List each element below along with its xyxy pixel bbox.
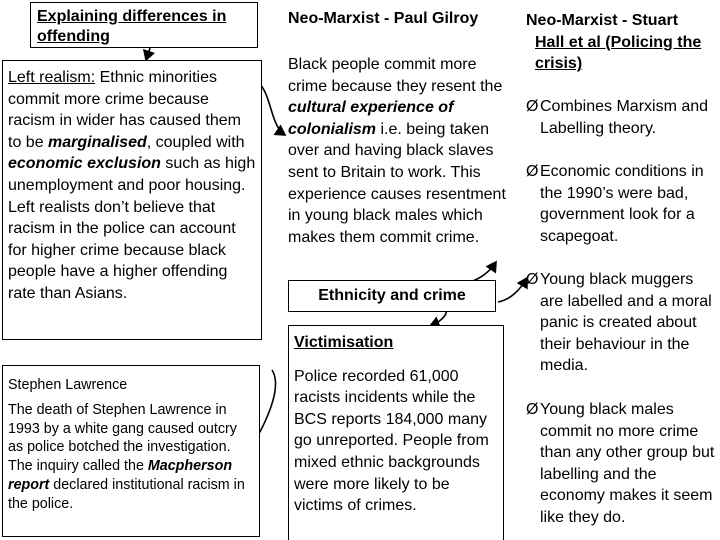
victimisation-text: Police recorded 61,000 racists incidents while the BCS reports 184,000 many go unreported. People from mixed ethnic backgrounds were more likely to be victims of crimes. xyxy=(294,367,489,515)
hall-bullet-4 xyxy=(526,399,720,529)
hall-bullet-2 xyxy=(526,161,720,247)
stephen-lawrence-box xyxy=(2,365,260,537)
left-realism-text: Left realism: Ethnic minorities commit more crime because racism in wider has caused them to be marginalised, coupled with economic exclusion such as high unemployment and poor housing. Left realists don’t believe that racism in the police can account for higher crime because black people have a higher offending rate than Asians. xyxy=(8,69,256,302)
left-realism-box xyxy=(2,60,262,340)
header-line1: Explaining differences in xyxy=(37,8,227,25)
hall-bullet-3 xyxy=(526,269,720,377)
bullet-arrow-icon: Ø xyxy=(526,98,539,115)
bullet-arrow-icon: Ø xyxy=(526,401,539,418)
gilroy-text: Black people commit more crime because they resent the cultural experience of colonialism i.e. being taken over and having black slaves sent to Britain to work. This experience causes resentment in young black males which makes them commit crime. xyxy=(288,56,506,246)
stephen-lawrence-title: Stephen Lawrence xyxy=(8,377,128,393)
arrow-ethnicity-to-hall xyxy=(498,278,527,302)
arrow-left-realism-to-gilroy xyxy=(258,82,285,135)
arrow-header-to-left-realism xyxy=(146,48,150,60)
arrow-ethnicity-to-gilroy xyxy=(470,262,496,282)
hall-title-line1: Neo-Marxist - Stuart xyxy=(526,12,679,29)
hall-bullet-4-text: Young black males commit no more crime than any other group but labelling and the economy makes it seem like they do. xyxy=(540,401,715,526)
victimisation-box xyxy=(288,325,504,540)
hall-title-line2: Hall et al (Policing the crisis) xyxy=(535,33,702,73)
hall-bullet-1-text: Combines Marxism and Labelling theory. xyxy=(540,98,709,137)
gilroy-title: Neo-Marxist - Paul Gilroy xyxy=(288,10,479,27)
header-box xyxy=(30,2,258,48)
bullet-arrow-icon: Ø xyxy=(526,271,539,288)
header-line2: offending xyxy=(37,28,110,45)
hall-title xyxy=(526,10,720,75)
hall-bullet-3-text: Young black muggers are labelled and a moral panic is created about their behaviour in the media. xyxy=(540,271,712,375)
victimisation-title: Victimisation xyxy=(294,334,394,351)
ethnicity-crime-label: Ethnicity and crime xyxy=(318,287,466,304)
ethnicity-crime-box xyxy=(288,280,496,312)
stephen-lawrence-text: The death of Stephen Lawrence in 1993 by a white gang caused outcry as police botched the investigation. The inquiry called the Macpherson report declared institutional racism in the police. xyxy=(8,401,245,512)
hall-bullet-2-text: Economic conditions in the 1990’s were bad, government look for a scapegoat. xyxy=(540,163,704,245)
hall-bullet-1 xyxy=(526,96,720,139)
bullet-arrow-icon: Ø xyxy=(526,163,539,180)
left-realism-label: Left realism: xyxy=(8,69,96,86)
